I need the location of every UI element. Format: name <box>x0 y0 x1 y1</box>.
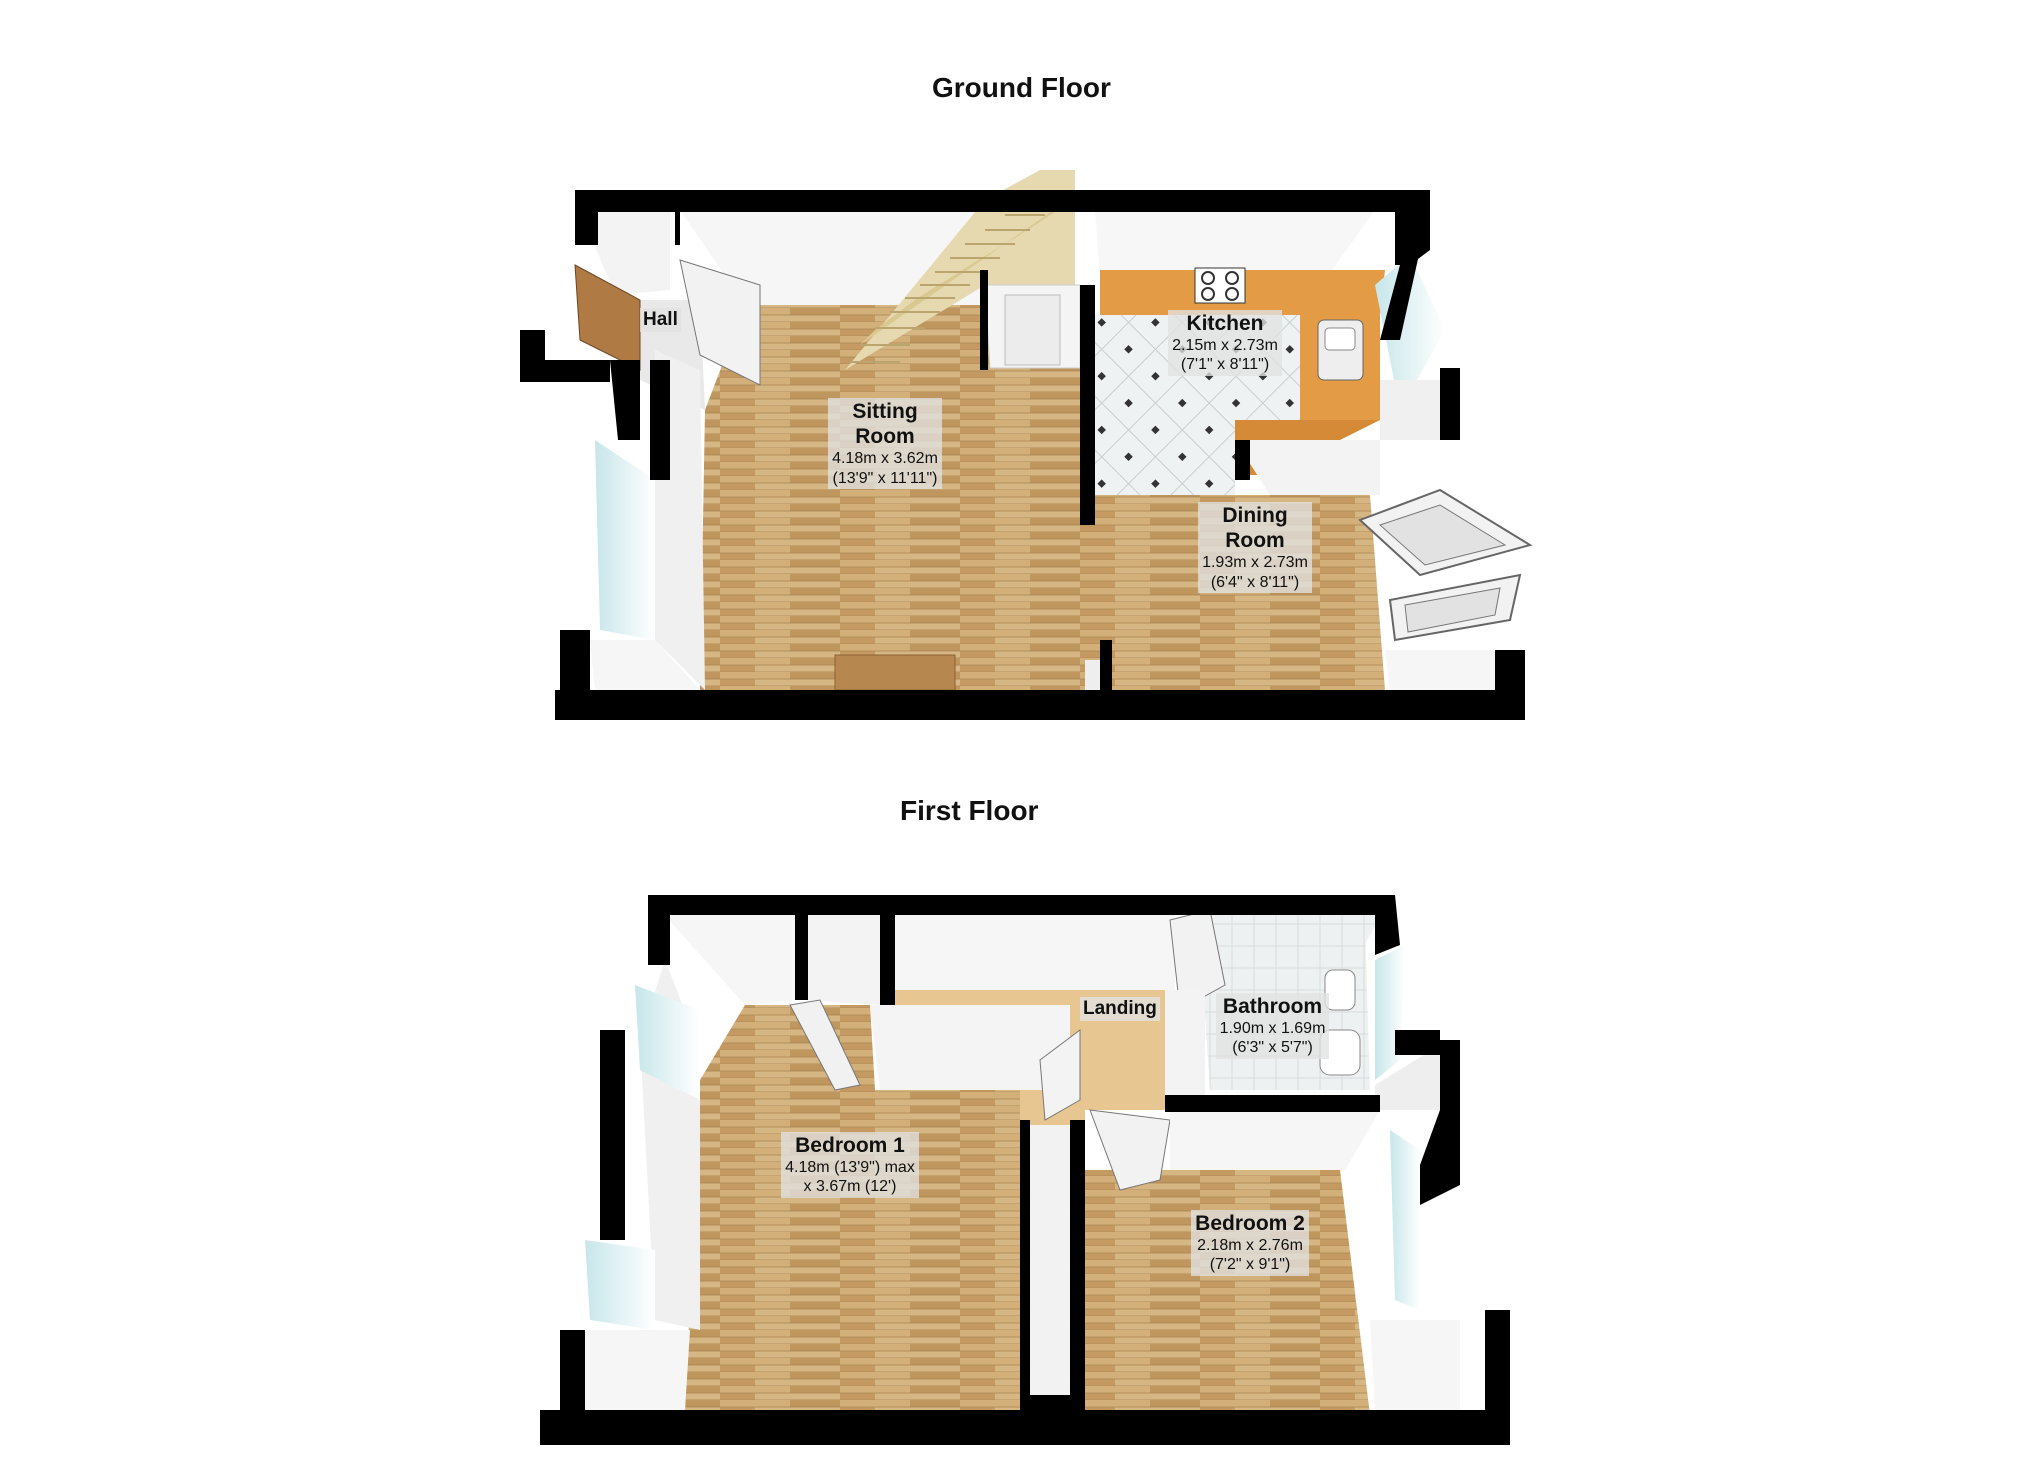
kitchen-name: Kitchen <box>1186 312 1264 335</box>
bedroom2-floor <box>1085 1170 1370 1415</box>
bathroom-dim-metric: 1.90m x 1.69m <box>1219 1020 1326 1038</box>
bedroom1-inner-wall <box>870 1005 1070 1090</box>
bathroom-dim-imperial: (6'3" x 5'7") <box>1232 1039 1313 1057</box>
bedroom2-name: Bedroom 2 <box>1195 1212 1305 1235</box>
bathroom-back-wall <box>1200 910 1385 960</box>
kitchen-side-wall <box>1380 380 1440 440</box>
kitchen-dim-metric: 2.15m x 2.73m <box>1172 337 1278 355</box>
bathroom-window <box>1375 945 1405 1080</box>
dining-bay-wall <box>1235 440 1380 495</box>
stair-wall-left <box>980 270 988 370</box>
french-door-top <box>1360 490 1530 575</box>
bedroom2-window <box>1390 1130 1420 1310</box>
bedroom1-back-wall <box>660 910 795 1005</box>
dining-right-wall <box>1385 650 1495 690</box>
first-floor-title: First Floor <box>900 795 1039 826</box>
bedroom1-label <box>760 1132 940 1198</box>
bedroom1-bay-wall <box>570 1330 690 1410</box>
cupboard-door <box>1005 295 1060 365</box>
bathroom-label <box>1195 993 1350 1059</box>
left-window <box>595 440 655 640</box>
wardrobe-back-wall <box>800 910 880 1005</box>
sitting-room-name-1: Sitting <box>852 400 918 423</box>
landing-label: Landing <box>1080 997 1160 1021</box>
ground-floor-plan <box>520 170 1530 720</box>
bedroom1-dim-line2: x 3.67m (12') <box>803 1178 897 1196</box>
bedroom2-dim-imperial: (7'2" x 9'1") <box>1209 1256 1291 1274</box>
first-floor-plan <box>540 895 1510 1445</box>
french-door-bottom <box>1390 575 1520 640</box>
kitchen-label <box>1140 310 1310 376</box>
hob-icon <box>1195 268 1245 303</box>
dining-room-label <box>1170 502 1340 593</box>
bedroom2-label <box>1165 1210 1335 1276</box>
bedroom2-dim-metric: 2.18m x 2.76m <box>1197 1237 1303 1255</box>
bathroom-name: Bathroom <box>1222 995 1323 1018</box>
landing-back-wall <box>895 910 1175 990</box>
bedroom1-name: Bedroom 1 <box>795 1134 905 1157</box>
bedroom1-dim-line1: 4.18m (13'9") max <box>785 1159 915 1177</box>
sink-icon <box>1318 320 1363 380</box>
hall-label: Hall <box>640 308 681 332</box>
bedroom2-back-wall <box>1170 1110 1380 1170</box>
bedroom1-window-bottom <box>585 1240 655 1330</box>
dining-room-dim-imperial: (6'4" x 8'11") <box>1210 573 1300 591</box>
ground-floor-title: Ground Floor <box>932 72 1111 103</box>
sofa-unit <box>835 655 955 690</box>
kitchen-dim-imperial: (7'1" x 8'11") <box>1180 356 1270 374</box>
dining-room-name-2: Room <box>1225 529 1285 553</box>
dining-room-name-1: Dining <box>1222 504 1288 527</box>
dining-room-dim-metric: 1.93m x 2.73m <box>1202 554 1308 572</box>
sitting-room-label <box>800 398 970 489</box>
bedroom2-right-wall <box>1370 1320 1460 1410</box>
sitting-room-dim-imperial: (13'9" x 11'11") <box>832 469 938 487</box>
sitting-room-name-2: Room <box>855 425 915 449</box>
sitting-room-dim-metric: 4.18m x 3.62m <box>832 450 938 468</box>
